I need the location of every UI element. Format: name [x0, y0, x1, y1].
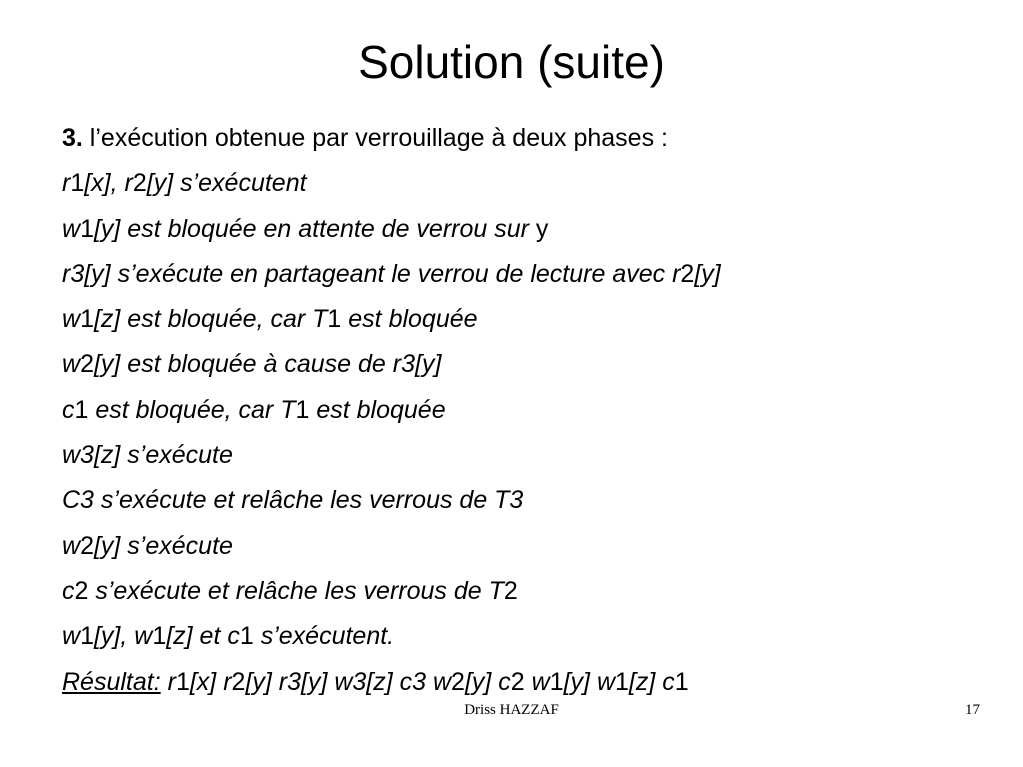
text-segment: 1 — [327, 305, 342, 334]
text-segment: 2 — [510, 667, 525, 696]
text-line — [62, 299, 1002, 344]
text-segment: 1 — [175, 667, 190, 696]
text-segment: w — [62, 350, 81, 379]
slide-body — [62, 118, 1002, 707]
text-segment: 2 — [74, 576, 89, 605]
text-segment: [x], r — [84, 169, 133, 198]
text-line — [62, 390, 1002, 435]
text-segment: c — [62, 576, 75, 605]
text-segment: 1 — [295, 395, 310, 424]
text-segment: w — [62, 622, 81, 651]
text-segment: y — [535, 214, 549, 243]
text-segment: r3[y] s’exécute en partageant le verrou de lecture avec r — [62, 259, 681, 288]
text-segment: 1 — [80, 305, 94, 334]
text-segment: 2 — [132, 169, 147, 198]
text-segment: [y] s’exécute — [93, 531, 233, 560]
text-segment: 2 — [231, 667, 246, 696]
text-segment: 2 — [680, 259, 695, 288]
text-segment: 1 — [74, 395, 89, 424]
text-segment: s’exécutent. — [253, 622, 395, 651]
text-segment: 1 — [80, 214, 94, 243]
text-line — [62, 209, 1002, 254]
text-segment: s’exécute et relâche les verrous de T — [88, 576, 504, 605]
text-line — [62, 480, 1002, 525]
text-segment: 1 — [152, 622, 167, 651]
text-segment: 1 — [70, 169, 85, 198]
text-segment: l’exécution obtenue par verrouillage à deux phases : — [82, 124, 668, 152]
text-segment: w — [62, 214, 81, 243]
text-segment: [z] c — [628, 667, 675, 696]
text-segment: 2 — [451, 667, 465, 696]
text-segment: [x] r — [189, 667, 232, 696]
text-segment: w3[z] s’exécute — [62, 441, 233, 470]
text-segment: [y] s’exécutent — [146, 169, 307, 198]
page-title: Solution (suite) — [358, 36, 665, 88]
text-line — [62, 571, 1002, 616]
text-segment: [y] w — [563, 667, 616, 696]
text-segment: [z] est bloquée, car T — [93, 305, 328, 334]
page-number: 17 — [965, 702, 980, 718]
text-segment: 1 — [674, 667, 689, 696]
text-segment: [y] est bloquée en attente de verrou sur — [93, 214, 536, 243]
text-line — [62, 435, 1002, 480]
text-segment: w — [62, 305, 81, 334]
text-line — [62, 118, 1002, 163]
text-segment: 1 — [549, 667, 564, 696]
text-segment: [y] — [694, 259, 721, 288]
text-segment: 2 — [80, 350, 94, 379]
text-segment: [y] c — [464, 667, 511, 696]
text-line — [62, 254, 1002, 299]
text-line — [62, 344, 1002, 389]
text-line — [62, 526, 1002, 571]
text-segment: c — [62, 395, 75, 424]
text-segment: C3 s’exécute et relâche les verrous de T3 — [62, 486, 524, 515]
text-line — [62, 163, 1002, 208]
footer-author: Driss HAZZAF — [464, 702, 559, 718]
text-segment: 1 — [80, 622, 94, 651]
text-segment: est bloquée — [341, 305, 478, 334]
text-segment: 1 — [615, 667, 629, 696]
text-segment: [y] r3[y] w3[z] c3 w — [245, 667, 452, 696]
text-segment: [y], w — [93, 622, 153, 651]
text-segment: [z] et c — [166, 622, 240, 651]
text-segment: est bloquée — [309, 395, 446, 424]
text-segment: [y] est bloquée à cause de r3[y] — [93, 350, 442, 379]
text-segment: 2 — [503, 576, 518, 605]
text-segment: est bloquée, car T — [88, 395, 296, 424]
text-segment: r — [62, 169, 71, 198]
text-line — [62, 616, 1002, 661]
text-segment: w — [524, 667, 550, 696]
text-segment: 1 — [239, 622, 254, 651]
text-segment: 3. — [62, 124, 83, 152]
text-segment: 2 — [80, 531, 94, 560]
text-segment: w — [62, 531, 81, 560]
text-segment: r — [160, 667, 176, 696]
text-segment: Résultat: — [62, 667, 161, 696]
